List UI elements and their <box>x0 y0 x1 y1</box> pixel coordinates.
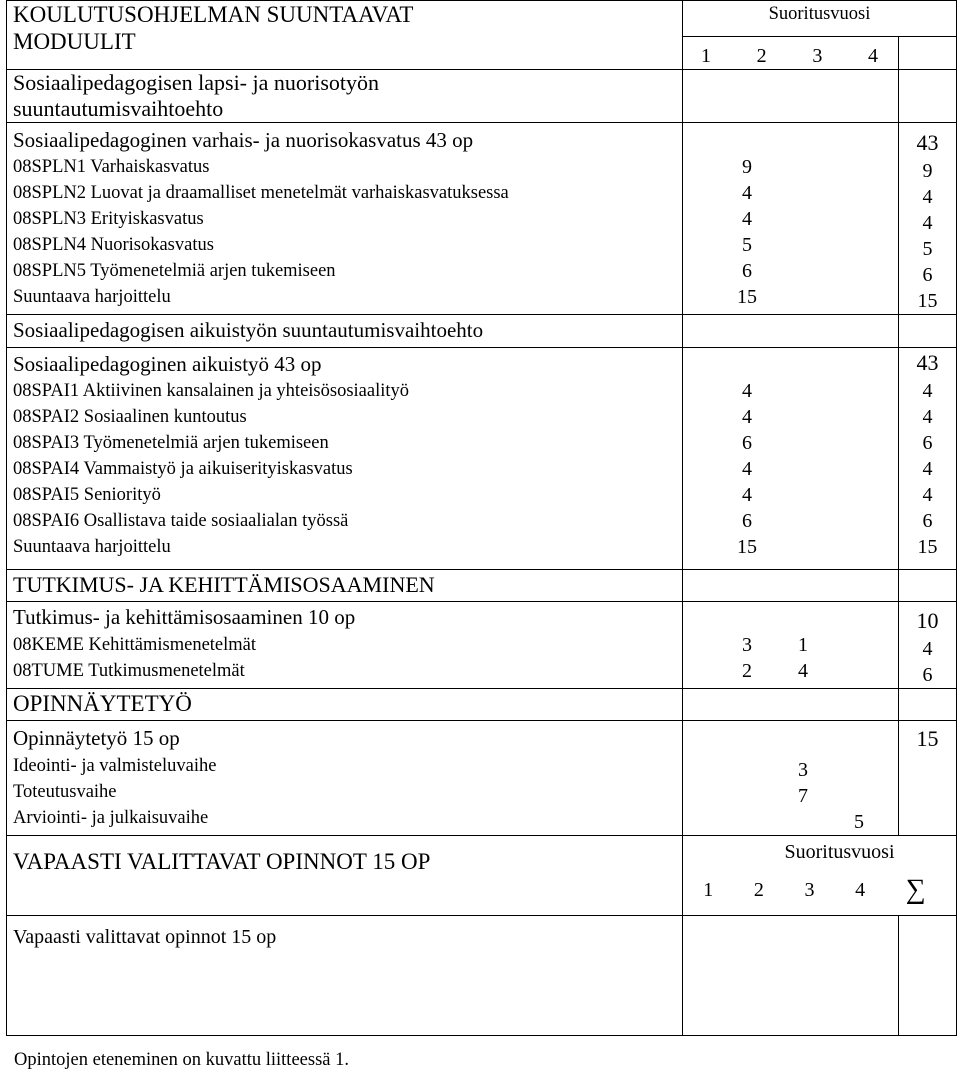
list-item: 08SPLN5 Työmenetelmiä arjen tukemiseen <box>13 261 336 281</box>
list-item: Arviointi- ja julkaisuvaihe <box>13 808 209 828</box>
section2-title: Sosiaalipedagogisen aikuistyön suuntautumisvaihtoehto <box>7 315 683 348</box>
section4-body <box>7 721 683 836</box>
list-item: 08SPAI5 Seniorityö <box>13 485 161 505</box>
section5-years-header: Suoritusvuosi 1 2 3 4 ∑ <box>683 836 957 916</box>
section5-subtitle: Vapaasti valittavat opinnot 15 op <box>13 926 277 948</box>
section2-body <box>7 348 683 570</box>
section1-years: 9 4 4 5 6 15 <box>683 123 899 315</box>
section3-years: 3 1 2 4 <box>683 602 899 689</box>
list-item: Ideointi- ja valmisteluvaihe <box>13 756 217 776</box>
list-item: 08SPAI3 Työmenetelmiä arjen tukemiseen <box>13 433 329 453</box>
section4-title: OPINNÄYTETYÖ <box>7 689 683 721</box>
section2-subtitle: Sosiaalipedagoginen aikuistyö 43 op <box>13 352 322 376</box>
section3-body-row <box>7 602 957 689</box>
years-cell <box>683 37 899 70</box>
section5-subtitle-cell <box>7 916 683 1036</box>
section4-body-row <box>7 721 957 836</box>
list-item: 08SPAI6 Osallistava taide sosiaalialan työssä <box>13 511 349 531</box>
section2-sums: 43 4 4 6 4 4 6 15 <box>899 348 957 570</box>
section5-header-row <box>7 836 957 916</box>
list-item: 08SPLN2 Luovat ja draamalliset menetelmät varhaiskasvatuksessa <box>13 183 509 203</box>
year-1: 1 <box>701 45 711 67</box>
curriculum-table <box>6 0 957 1036</box>
section1-title-row <box>7 70 957 123</box>
list-item: 08SPLN3 Erityiskasvatus <box>13 209 204 229</box>
footer-note: Opintojen eteneminen on kuvattu liitteessä 1. <box>14 1050 349 1070</box>
section3-subtitle: Tutkimus- ja kehittämisosaaminen 10 op <box>13 605 356 629</box>
list-item: Suuntaava harjoittelu <box>13 537 171 557</box>
section3-title-row <box>7 570 957 602</box>
section1-sums: 43 9 4 4 5 6 15 <box>899 123 957 315</box>
year-3: 3 <box>812 45 823 67</box>
section3-title: TUTKIMUS- JA KEHITTÄMISOSAAMINEN <box>7 570 683 602</box>
list-item: 08TUME Tutkimusmenetelmät <box>13 661 245 681</box>
modules-title: KOULUTUSOHJELMAN SUUNTAAVAT MODUULIT <box>7 1 683 70</box>
list-item: 08SPAI4 Vammaistyö ja aikuiserityiskasvatus <box>13 459 353 479</box>
year-4: 4 <box>867 45 878 67</box>
section1-body-row <box>7 123 957 315</box>
section3-sums: 10 4 6 <box>899 602 957 689</box>
header-row <box>7 1 957 37</box>
section5-title: VAPAASTI VALITTAVAT OPINNOT 15 OP <box>7 836 683 916</box>
section1-body <box>7 123 683 315</box>
year-label: Suoritusvuosi <box>683 1 957 37</box>
list-item: 08SPLN4 Nuorisokasvatus <box>13 235 214 255</box>
section4-years: 3 7 5 <box>683 721 899 836</box>
list-item: 08SPAI1 Aktiivinen kansalainen ja yhteisösosiaalityö <box>13 381 410 401</box>
section2-title-row <box>7 315 957 348</box>
section5-body-row <box>7 916 957 1036</box>
section1-subtitle: Sosiaalipedagoginen varhais- ja nuorisokasvatus 43 op <box>13 128 474 152</box>
list-item: 08SPLN1 Varhaiskasvatus <box>13 157 210 177</box>
sum-icon: ∑ <box>905 874 926 905</box>
list-item: 08KEME Kehittämismenetelmät <box>13 635 257 655</box>
section2-years: 4 4 6 4 4 6 15 <box>683 348 899 570</box>
section2-body-row <box>7 348 957 570</box>
section4-subtitle: Opinnäytetyö 15 op <box>13 726 180 750</box>
section1-title: Sosiaalipedagogisen lapsi- ja nuorisotyön suuntautumisvaihtoehto <box>7 70 683 123</box>
list-item: Toteutusvaihe <box>13 782 117 802</box>
section4-sums: 15 <box>899 721 957 836</box>
section3-body <box>7 602 683 689</box>
year-2: 2 <box>756 45 767 67</box>
list-item: Suuntaava harjoittelu <box>13 287 171 307</box>
section4-title-row <box>7 689 957 721</box>
list-item: 08SPAI2 Sosiaalinen kuntoutus <box>13 407 247 427</box>
